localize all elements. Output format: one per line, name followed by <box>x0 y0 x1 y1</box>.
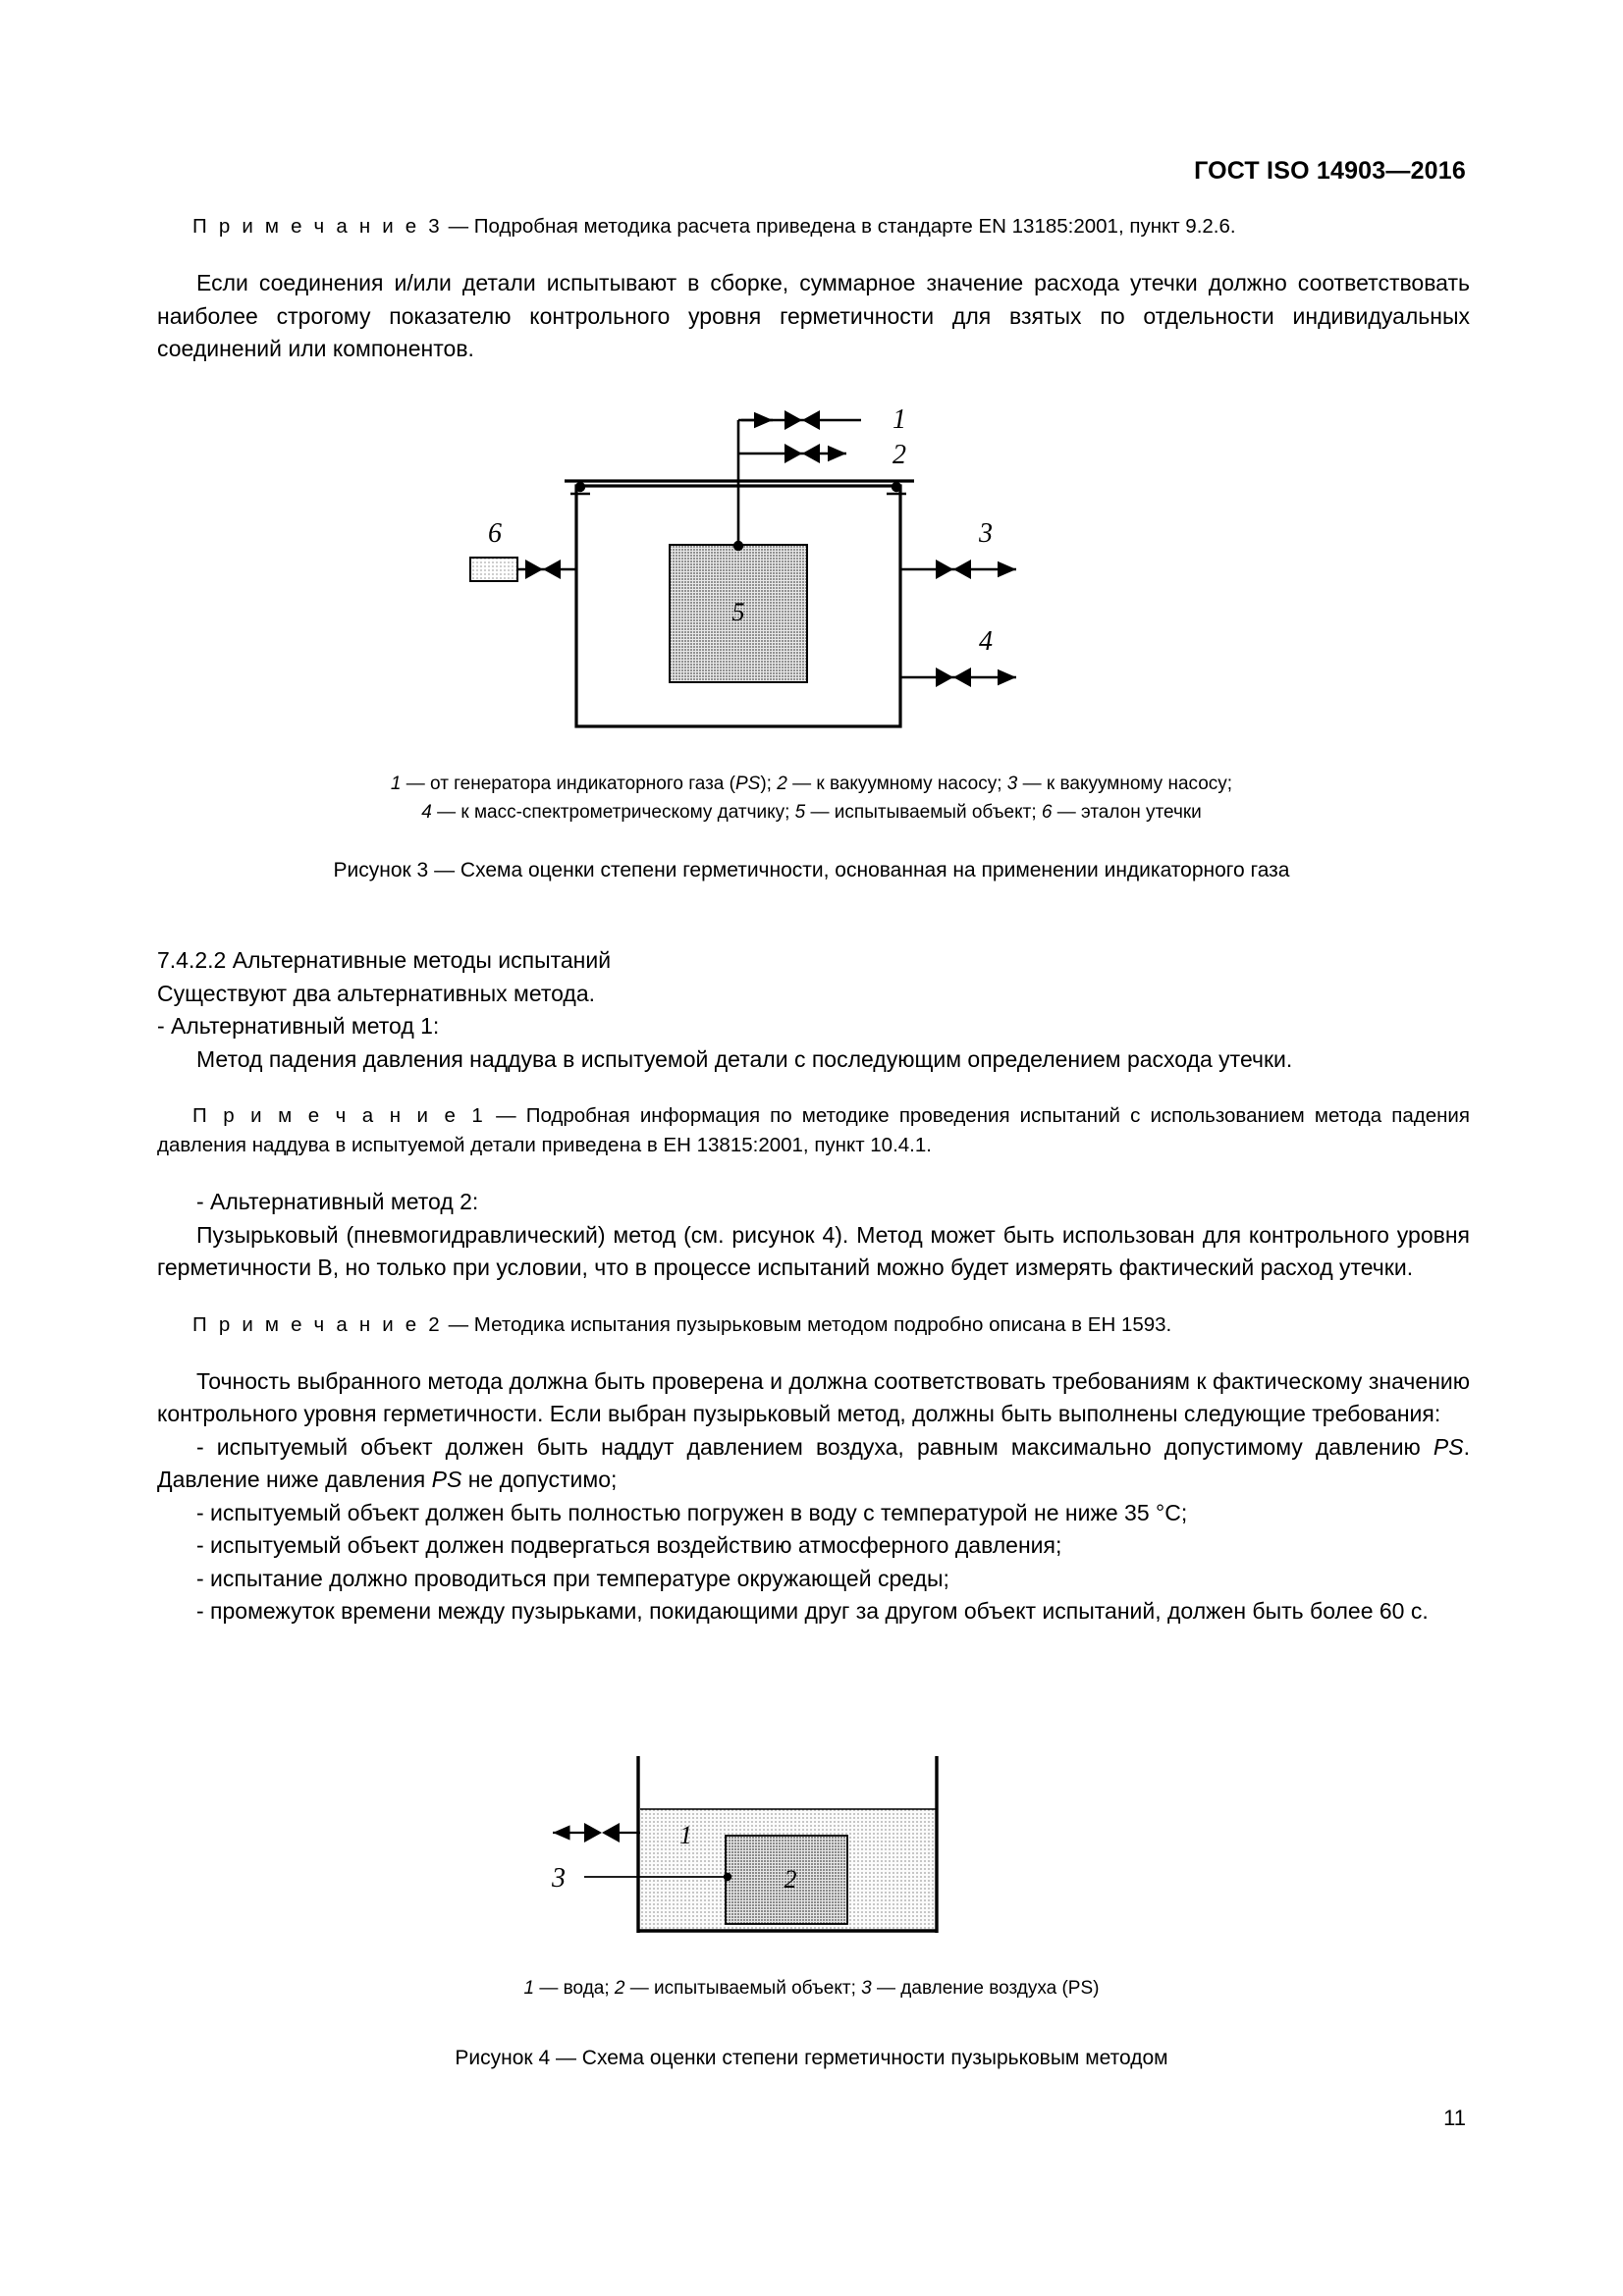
figure-4-label-2: 2 <box>784 1865 796 1894</box>
legend-ref-3: 3 <box>1006 774 1018 794</box>
figure-4-legend-ref-1: 1 <box>523 1978 535 1999</box>
figure-4-legend-text-2: — испытываемый объект; <box>624 1978 862 1999</box>
figure-3-legend <box>0 770 1623 827</box>
requirement-1-part-c: не допустимо; <box>461 1467 618 1492</box>
note-3-text: — Подробная методика расчета приведена в стандарте EN 13185:2001, пункт 9.2.6. <box>442 215 1236 238</box>
legend-sep-1: ); <box>760 774 778 794</box>
figure-4-legend-ref-3: 3 <box>861 1978 872 1999</box>
figure-3-label-4: 4 <box>978 626 993 657</box>
figure-4-legend-ref-2: 2 <box>614 1978 625 1999</box>
note-3-label: П р и м е ч а н и е 3 <box>192 215 443 238</box>
section-heading-7-4-2-2: 7.4.2.2 Альтернативные методы испытаний <box>157 947 612 973</box>
note-1-text: — Подробная информация по методике проведения испытаний с использованием метода падения давления наддува в испытуемой детали приведена в ЕН 13815:2001, пункт 10.4.1. <box>157 1104 1470 1156</box>
figure-4 <box>0 1742 1623 2073</box>
figure-3-label-3: 3 <box>978 518 993 549</box>
figure-3-diagram <box>449 393 1175 746</box>
text-block-top <box>157 212 1470 366</box>
note-2-text: — Методика испытания пузырьковым методом подробно описана в ЕН 1593. <box>442 1312 1172 1336</box>
requirement-2: - испытуемый объект должен быть полностью погружен в воду с температурой не ниже 35 °C; <box>196 1499 1188 1525</box>
requirement-5: - промежуток времени между пузырьками, покидающими друг за другом объект испытаний, должен быть более 60 с. <box>196 1598 1429 1624</box>
legend-ref-1: 1 <box>390 774 402 794</box>
requirement-1-part-b: . Давление ниже давления <box>157 1433 1470 1492</box>
paragraph-alt-method-1-text: Метод падения давления наддува в испытуемой детали с последующим определением расхода утечки. <box>196 1045 1293 1072</box>
legend-ps-symbol: PS <box>734 774 761 794</box>
requirement-1-ps-symbol: PS <box>1433 1433 1464 1460</box>
figure-4-legend-text-3: — давление воздуха (PS) <box>871 1978 1100 1999</box>
requirement-1-ps-symbol-2: PS <box>431 1467 462 1492</box>
page-number: 11 <box>1443 2106 1466 2130</box>
note-3 <box>157 212 1470 241</box>
figure-4-diagram <box>508 1742 1116 1939</box>
legend-text-3: — к вакуумному насосу; <box>1017 774 1233 794</box>
figure-3-legend-line-1 <box>0 770 1623 798</box>
requirement-4: - испытание должно проводиться при температуре окружающей среды; <box>196 1565 949 1591</box>
paragraph-accuracy: Точность выбранного метода должна быть проверена и должна соответствовать требованиям к фактическому значению контрольного уровня герметичности. Если выбран пузырьковый метод, должны быть выполнены следующие требования: <box>157 1367 1470 1426</box>
requirement-1-part-a: - испытуемый объект должен быть наддут давлением воздуха, равным максимально допустимому давлению <box>196 1433 1434 1460</box>
figure-4-legend <box>0 1974 1623 2002</box>
note-2 <box>157 1310 1470 1340</box>
document-header-standard-number: ГОСТ ISO 14903—2016 <box>1194 157 1466 185</box>
figure-3-caption: Рисунок 3 — Схема оценки степени герметичности, основанная на применении индикаторного газа <box>333 859 1290 881</box>
legend-text-6: — эталон утечки <box>1052 802 1202 823</box>
paragraph-alt-method-2-text: Пузырьковый (пневмогидравлический) метод (см. рисунок 4). Метод может быть использован для контрольного уровня герметичности В, но только при условии, что в процессе испытаний можно будет измерять фактический расход утечки. <box>157 1221 1470 1280</box>
figure-3-label-2: 2 <box>892 440 906 470</box>
paragraph-two-methods: Существуют два альтернативных метода. <box>157 980 596 1006</box>
paragraph-assembly: Если соединения и/или детали испытывают в сборке, суммарное значение расхода утечки должно соответствовать наиболее строгому показателю контрольного уровня герметичности для взятых по отдельности индивидуальных соединений или компонентов. <box>157 270 1470 361</box>
figure-4-legend-text-1: — вода; <box>534 1978 615 1999</box>
legend-ref-6: 6 <box>1041 802 1053 823</box>
note-2-label: П р и м е ч а н и е 2 <box>192 1312 443 1336</box>
legend-text-4: — к масс-спектрометрическому датчику; <box>431 802 795 823</box>
figure-3 <box>0 393 1623 885</box>
figure-4-caption: Рисунок 4 — Схема оценки степени герметичности пузырьковым методом <box>455 2047 1168 2069</box>
legend-text-2: — к вакуумному насосу; <box>786 774 1007 794</box>
legend-text-1: — от генератора индикаторного газа ( <box>401 774 735 794</box>
paragraph-alt-method-1-label: - Альтернативный метод 1: <box>157 1013 440 1039</box>
figure-4-label-1: 1 <box>678 1821 692 1849</box>
figure-3-label-5: 5 <box>731 598 744 626</box>
note-1-label: П р и м е ч а н и е 1 <box>192 1104 486 1127</box>
paragraph-alt-method-2-label: - Альтернативный метод 2: <box>196 1189 479 1214</box>
text-block-middle <box>157 944 1470 1629</box>
legend-ref-4: 4 <box>421 802 432 823</box>
figure-3-label-6: 6 <box>487 518 502 549</box>
requirement-1 <box>157 1431 1470 1497</box>
legend-ref-2: 2 <box>777 774 787 794</box>
legend-text-5: — испытываемый объект; <box>805 802 1042 823</box>
figure-4-label-3: 3 <box>551 1863 566 1894</box>
requirement-3: - испытуемый объект должен подвергаться воздействию атмосферного давления; <box>196 1532 1062 1558</box>
note-1 <box>157 1101 1470 1160</box>
figure-3-label-1: 1 <box>892 404 906 435</box>
figure-3-legend-line-2 <box>0 798 1623 827</box>
legend-ref-5: 5 <box>794 802 806 823</box>
